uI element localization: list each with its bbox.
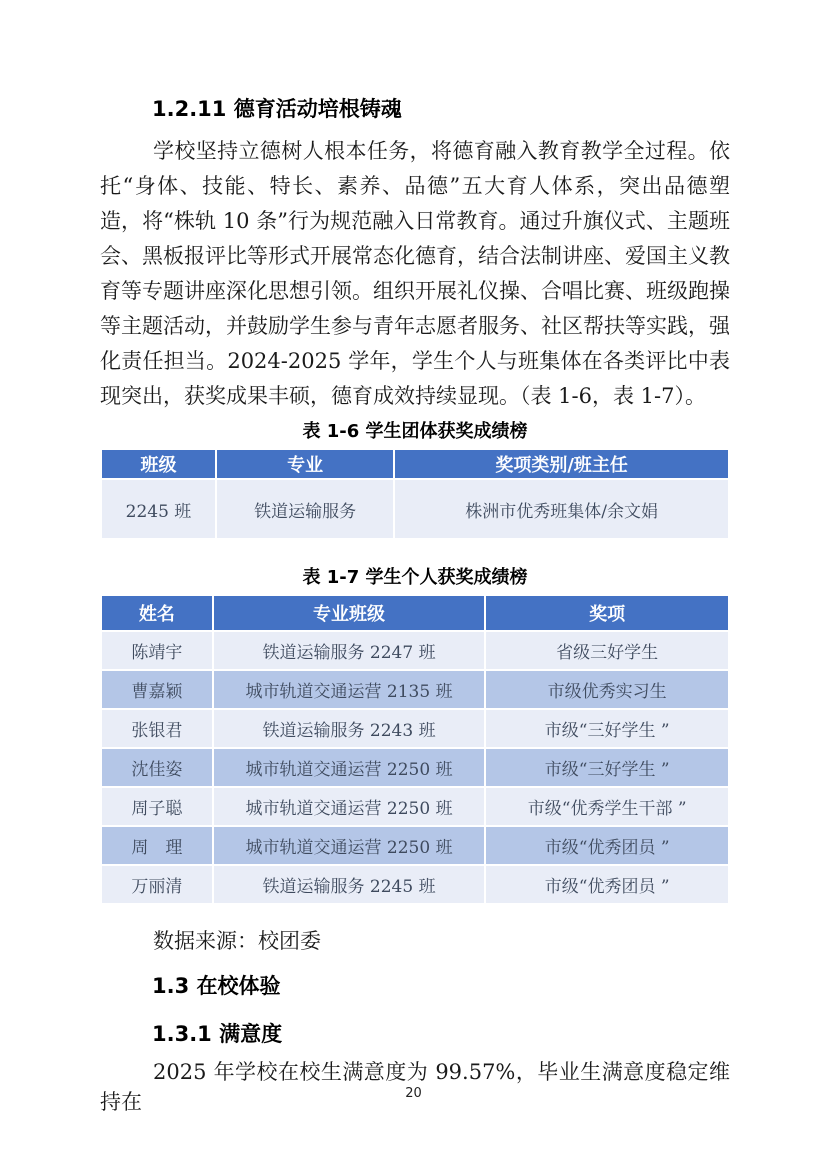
data-source-note: 数据来源：校团委 <box>153 929 321 953</box>
table-1-7-body <box>101 631 729 904</box>
table-row <box>101 479 729 539</box>
table-cell: 铁道运输服务 <box>216 479 394 539</box>
table-1-7 <box>100 594 730 905</box>
table-cell: 城市轨道交通运营 2250 班 <box>213 826 486 865</box>
section-heading-1-3-1: 1.3.1 满意度 <box>152 1022 283 1046</box>
table-cell: 张银君 <box>101 709 213 748</box>
table-cell: 城市轨道交通运营 2250 班 <box>213 787 486 826</box>
table-header-cell: 奖项 <box>485 595 729 631</box>
section-1-2-11-paragraph: 学校坚持立德树人根本任务，将德育融入教育教学全过程。依托“身体、技能、特长、素养、品德”五大育人体系，突出品德塑造，将“株轨 10 条”行为规范融入日常教育。通过升旗仪式、主题班会、黑板报评比等形式开展常态化德育，结合法制讲座、爱国主义教育等专题讲座深化思想引领。组织开展礼仪操、合唱比赛、班级跑操等主题活动，并鼓励学生参与青年志愿者服务、社区帮扶等实践，强化责任担当。2024-2025 学年，学生个人与班集体在各类评比中表现突出，获奖成果丰硕，德育成效持续显现。（表 1-6，表 1-7）。 <box>100 139 730 408</box>
table-cell: 沈佳姿 <box>101 748 213 787</box>
section-heading-1-3: 1.3 在校体验 <box>152 974 281 998</box>
table-cell: 市级优秀实习生 <box>485 670 729 709</box>
table-cell: 株洲市优秀班集体/余文娟 <box>394 479 729 539</box>
table-1-6-header-row <box>101 449 729 479</box>
table-row <box>101 826 729 865</box>
table-cell: 曹嘉颖 <box>101 670 213 709</box>
table-cell: 省级三好学生 <box>485 631 729 670</box>
table-row <box>101 631 729 670</box>
table-cell: 市级“优秀学生干部 ” <box>485 787 729 826</box>
table-cell: 铁道运输服务 2245 班 <box>213 865 486 904</box>
table-cell: 城市轨道交通运营 2250 班 <box>213 748 486 787</box>
table-cell: 万丽清 <box>101 865 213 904</box>
table-cell: 铁道运输服务 2247 班 <box>213 631 486 670</box>
table-cell: 市级“三好学生 ” <box>485 709 729 748</box>
table-row <box>101 865 729 904</box>
page-number: 20 <box>405 1086 422 1101</box>
section-heading-1-2-11: 1.2.11 德育活动培根铸魂 <box>152 97 402 121</box>
table-cell: 市级“三好学生 ” <box>485 748 729 787</box>
document-page-content <box>100 0 730 1117</box>
table-cell: 2245 班 <box>101 479 216 539</box>
table-header-cell: 姓名 <box>101 595 213 631</box>
table-header-cell: 班级 <box>101 449 216 479</box>
table-1-6-body <box>101 479 729 539</box>
table-cell: 周 理 <box>101 826 213 865</box>
table-1-6-caption: 表 1-6 学生团体获奖成绩榜 <box>302 421 528 442</box>
table-1-7-header-row <box>101 595 729 631</box>
table-row <box>101 787 729 826</box>
table-cell: 市级“优秀团员 ” <box>485 865 729 904</box>
table-row <box>101 709 729 748</box>
table-header-cell: 专业班级 <box>213 595 486 631</box>
table-1-7-caption: 表 1-7 学生个人获奖成绩榜 <box>302 567 528 588</box>
table-cell: 城市轨道交通运营 2135 班 <box>213 670 486 709</box>
table-cell: 周子聪 <box>101 787 213 826</box>
table-cell: 铁道运输服务 2243 班 <box>213 709 486 748</box>
table-header-cell: 专业 <box>216 449 394 479</box>
table-row <box>101 670 729 709</box>
table-1-6 <box>100 448 730 540</box>
section-1-3-1-paragraph: 2025 年学校在校生满意度为 99.57%，毕业生满意度稳定维持在 <box>100 1060 730 1114</box>
table-row <box>101 748 729 787</box>
table-header-cell: 奖项类别/班主任 <box>394 449 729 479</box>
table-cell: 市级“优秀团员 ” <box>485 826 729 865</box>
table-cell: 陈靖宇 <box>101 631 213 670</box>
